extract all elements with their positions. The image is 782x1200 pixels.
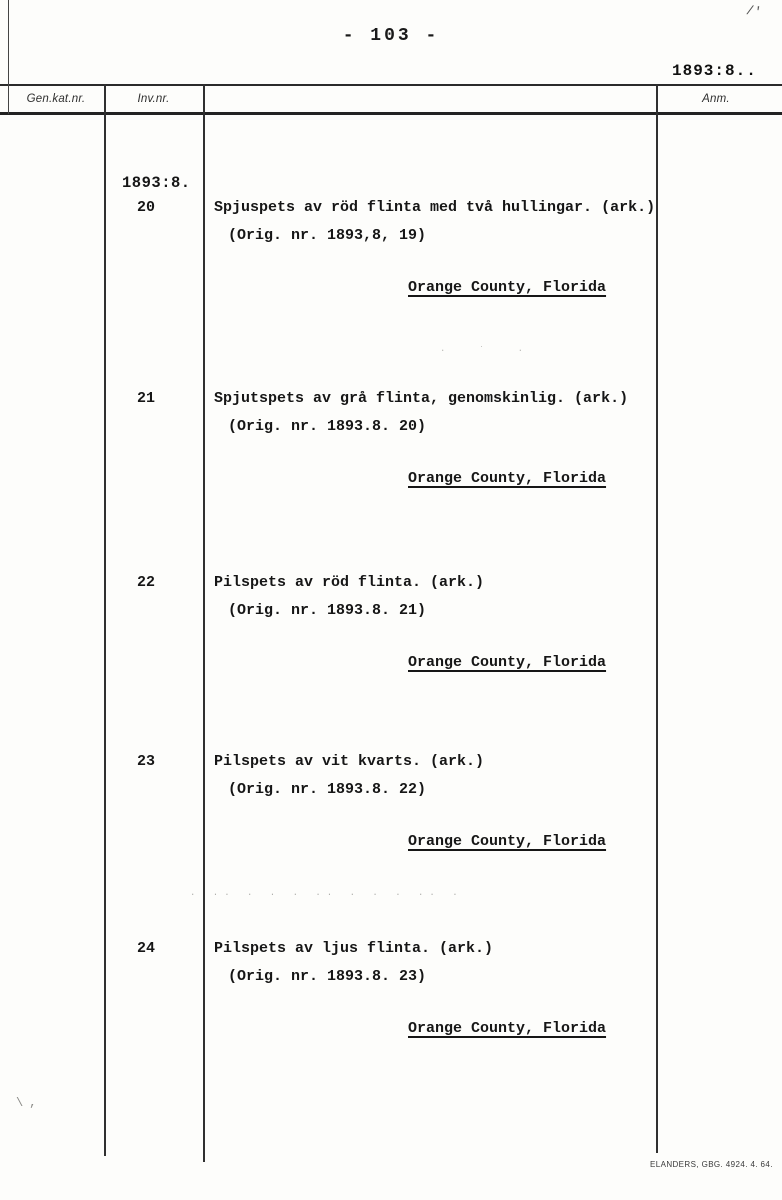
inventory-number: 20 — [136, 199, 155, 216]
item-location: Orange County, Florida — [408, 470, 607, 487]
catalog-reference: 1893:8.. — [672, 62, 757, 80]
item-location: Orange County, Florida — [408, 654, 607, 671]
table-row — [0, 390, 782, 500]
group-heading: 1893:8. — [122, 174, 191, 192]
original-number: (Orig. nr. 1893.8. 23) — [228, 968, 427, 985]
table-top-rule — [0, 84, 782, 86]
item-location: Orange County, Florida — [408, 1020, 607, 1037]
inventory-number: 21 — [136, 390, 155, 407]
original-number: (Orig. nr. 1893.8. 21) — [228, 602, 427, 619]
item-description: Pilspets av röd flinta. (ark.) — [214, 574, 485, 591]
scan-corner-mark: /' — [745, 2, 763, 21]
table-row — [0, 574, 782, 684]
item-description: Spjutspets av grå flinta, genomskinlig. (ark.) — [214, 390, 629, 407]
original-number: (Orig. nr. 1893.8. 22) — [228, 781, 427, 798]
item-description: Pilspets av vit kvarts. (ark.) — [214, 753, 485, 770]
table-row — [0, 753, 782, 863]
item-location: Orange County, Florida — [408, 833, 607, 850]
inventory-number: 24 — [136, 940, 155, 957]
item-description: Spjuspets av röd flinta med två hullingar. (ark.) — [214, 199, 656, 216]
original-number: (Orig. nr. 1893.8. 20) — [228, 418, 427, 435]
item-description: Pilspets av ljus flinta. (ark.) — [214, 940, 494, 957]
inventory-number: 23 — [136, 753, 155, 770]
table-header-bottom-rule — [0, 112, 782, 115]
item-location: Orange County, Florida — [408, 279, 607, 296]
scan-noise: · ˙ · — [440, 346, 538, 356]
scan-noise: \, — [16, 1096, 43, 1110]
table-row — [0, 940, 782, 1050]
printer-mark: ELANDERS, GBG. 4924. 4. 64. — [650, 1160, 773, 1169]
inventory-number: 22 — [136, 574, 155, 591]
page-number: - 103 - — [342, 26, 440, 46]
column-header-gen-kat-nr: Gen.kat.nr. — [26, 93, 86, 105]
table-row — [0, 199, 782, 309]
scan-noise: · ·· · · · ·· · · · ·· · — [190, 890, 464, 900]
original-number: (Orig. nr. 1893,8, 19) — [228, 227, 427, 244]
column-header-inv-nr: Inv.nr. — [137, 93, 170, 105]
column-header-anm: Anm. — [702, 93, 730, 105]
